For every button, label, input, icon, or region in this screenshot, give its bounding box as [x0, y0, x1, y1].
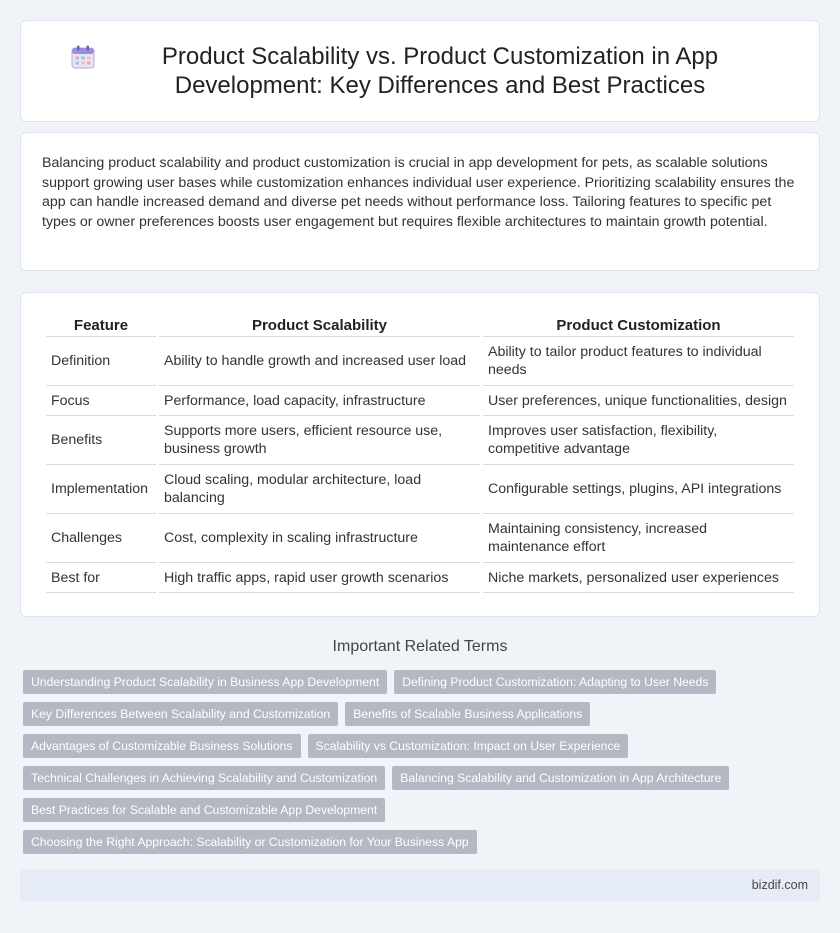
cell-feature: Definition: [46, 337, 156, 386]
comparison-table: [43, 311, 797, 593]
page-title: Product Scalability vs. Product Customization in App Development: Key Differences and Best Practices: [161, 43, 719, 99]
cell-feature: Best for: [46, 563, 156, 593]
related-term-tag[interactable]: Balancing Scalability and Customization in App Architecture: [392, 766, 729, 790]
table-row: [46, 563, 794, 593]
table-row: [46, 337, 794, 386]
tag-row: [23, 670, 818, 694]
header-product-customization: Product Customization: [483, 311, 794, 337]
cell-scalability: Performance, load capacity, infrastructure: [159, 386, 480, 416]
cell-scalability: Supports more users, efficient resource use, business growth: [159, 416, 480, 465]
header-feature: Feature: [46, 311, 156, 337]
comparison-table-card: [20, 292, 820, 617]
cell-customization: Niche markets, personalized user experiences: [483, 563, 794, 593]
related-terms-tags: [23, 670, 818, 862]
related-term-tag[interactable]: Key Differences Between Scalability and Customization: [23, 702, 338, 726]
cell-customization: Configurable settings, plugins, API integrations: [483, 465, 794, 514]
cell-scalability: Cost, complexity in scaling infrastructure: [159, 514, 480, 563]
header-product-scalability: Product Scalability: [159, 311, 480, 337]
cell-customization: Ability to tailor product features to individual needs: [483, 337, 794, 386]
related-term-tag[interactable]: Best Practices for Scalable and Customizable App Development: [23, 798, 385, 822]
cell-feature: Focus: [46, 386, 156, 416]
tag-row: [23, 734, 818, 758]
cell-feature: Challenges: [46, 514, 156, 563]
cell-customization: Improves user satisfaction, flexibility, competitive advantage: [483, 416, 794, 465]
cell-feature: Implementation: [46, 465, 156, 514]
title-card: [20, 20, 820, 122]
cell-scalability: High traffic apps, rapid user growth scenarios: [159, 563, 480, 593]
cell-customization: User preferences, unique functionalities, design: [483, 386, 794, 416]
table-row: [46, 416, 794, 465]
related-term-tag[interactable]: Technical Challenges in Achieving Scalability and Customization: [23, 766, 385, 790]
tag-row: [23, 830, 818, 854]
related-term-tag[interactable]: Understanding Product Scalability in Business App Development: [23, 670, 387, 694]
related-term-tag[interactable]: Benefits of Scalable Business Applications: [345, 702, 590, 726]
table-row: [46, 465, 794, 514]
cell-feature: Benefits: [46, 416, 156, 465]
table-header-row: [46, 311, 794, 337]
calendar-icon: [70, 44, 96, 70]
related-terms-heading: Important Related Terms: [332, 638, 508, 655]
footer-bar: [20, 869, 820, 902]
related-term-tag[interactable]: Scalability vs Customization: Impact on User Experience: [308, 734, 629, 758]
cell-customization: Maintaining consistency, increased maintenance effort: [483, 514, 794, 563]
cell-scalability: Ability to handle growth and increased user load: [159, 337, 480, 386]
related-term-tag[interactable]: Choosing the Right Approach: Scalability or Customization for Your Business App: [23, 830, 477, 854]
table-row: [46, 386, 794, 416]
table-row: [46, 514, 794, 563]
title-wrap: [70, 42, 770, 100]
cell-scalability: Cloud scaling, modular architecture, load balancing: [159, 465, 480, 514]
footer-site-link[interactable]: bizdif.com: [751, 878, 808, 892]
related-term-tag[interactable]: Advantages of Customizable Business Solutions: [23, 734, 301, 758]
tag-row: [23, 702, 818, 726]
related-term-tag[interactable]: Defining Product Customization: Adapting to User Needs: [394, 670, 716, 694]
intro-card: [20, 132, 820, 271]
intro-paragraph: Balancing product scalability and product customization is crucial in app development for pets, as scalable solutions support growing user bases while customization enhances individual user experience. Prioritizing scalability ensures the app can handle increased demand and diverse pet needs without performance loss. Tailoring features to specific pet types or owner preferences boosts user engagement but requires flexible architectures to maintain growth potential.: [42, 155, 795, 230]
tag-row: [23, 766, 818, 790]
tag-row: [23, 798, 818, 822]
